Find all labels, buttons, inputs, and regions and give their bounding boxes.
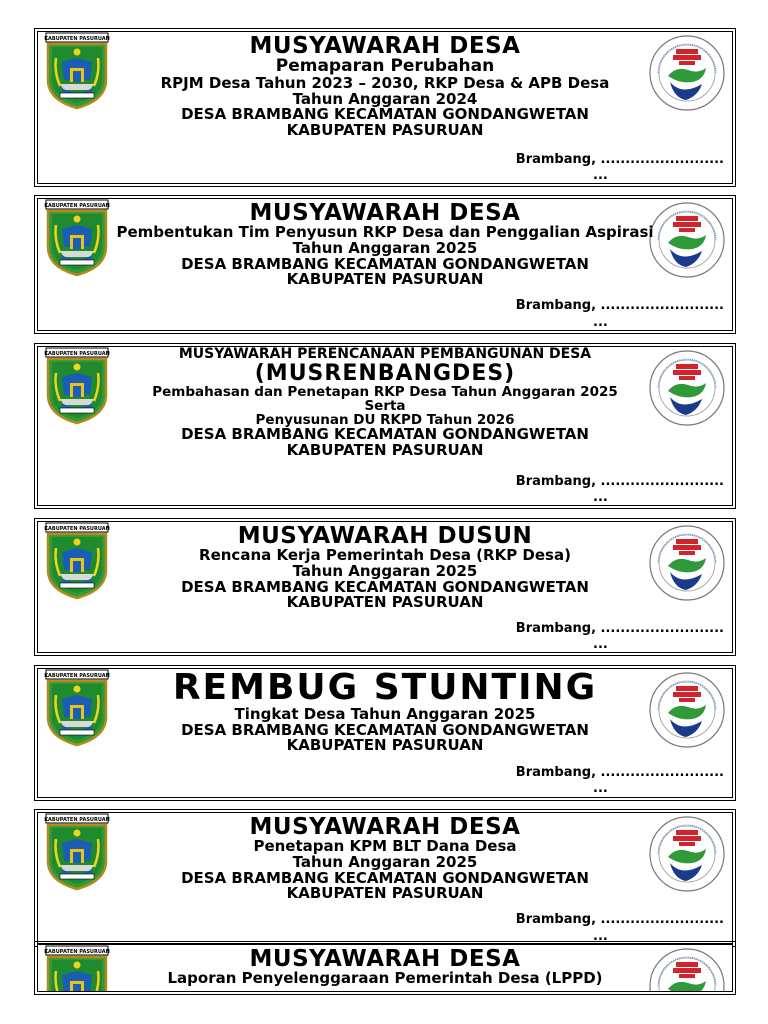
date-dots: ... (593, 315, 608, 330)
kabupaten-line: KABUPATEN PASURUAN (286, 593, 484, 612)
banner-musyawarah-dusun (37, 521, 733, 653)
banner-line: Tahun Anggaran 2025 (292, 238, 478, 257)
kabupaten-pasuruan-logo-icon (42, 813, 112, 891)
desa-line: DESA BRAMBANG KECAMATAN GONDANGWETAN (181, 868, 589, 887)
banner-musyawarah-desa-2 (37, 198, 733, 331)
banner-line: RPJM Desa Tahun 2023 – 2030, RKP Desa & APB Desa (160, 73, 610, 92)
banner-title: MUSYAWARAH DESA (249, 200, 521, 226)
banner-text (108, 669, 662, 754)
date-dots: ... (593, 781, 608, 796)
banner-line: Serta (364, 397, 406, 414)
banner-title: REMBUG STUNTING (172, 668, 598, 708)
banner-line: Tahun Anggaran 2025 (292, 852, 478, 871)
banner-text (108, 347, 662, 459)
banner-title: MUSYAWARAH DUSUN (237, 523, 533, 549)
banner-text (108, 524, 662, 611)
banner-line: Rencana Kerja Pemerintah Desa (RKP Desa) (199, 546, 571, 565)
banner-title: MUSYAWARAH DESA (249, 33, 521, 59)
desa-line: DESA BRAMBANG KECAMATAN GONDANGWETAN (181, 577, 589, 596)
date-dots: ... (593, 490, 608, 505)
banner-line: Pembentukan Tim Penyusun RKP Desa dan Penggalian Aspirasi (116, 223, 654, 242)
date-line: Brambang, ......................... (515, 621, 724, 636)
banner-musrenbangdes (37, 346, 733, 506)
kabupaten-line: KABUPATEN PASURUAN (286, 121, 484, 140)
banner-subtitle: Pemaparan Perubahan (275, 56, 495, 77)
banner-line: Pembahasan dan Penetapan RKP Desa Tahun Anggaran 2025 (152, 383, 618, 400)
banner-line: Tahun Anggaran 2025 (292, 561, 478, 580)
desa-line: DESA BRAMBANG KECAMATAN GONDANGWETAN (181, 105, 589, 124)
banner-musyawarah-desa-lppd (37, 944, 733, 992)
banner-line: Tahun Anggaran 2024 (292, 89, 478, 108)
banner-rembug-stunting (37, 668, 733, 798)
banner-text (108, 947, 662, 987)
banner-title: MUSYAWARAH PERENCANAAN PEMBANGUNAN DESA (178, 346, 592, 362)
date-line: Brambang, ......................... (515, 912, 724, 927)
date-line: Brambang, ......................... (515, 298, 724, 313)
desa-line: DESA BRAMBANG KECAMATAN GONDANGWETAN (181, 254, 589, 273)
kabupaten-pasuruan-logo-icon (42, 669, 112, 747)
kabupaten-pasuruan-logo-icon (42, 32, 112, 110)
date-dots: ... (593, 637, 608, 652)
banner-line: Penyusunan DU RKPD Tahun 2026 (255, 412, 515, 429)
banner-musyawarah-desa-1 (37, 31, 733, 184)
banner-text (108, 34, 662, 139)
desa-line: DESA BRAMBANG KECAMATAN GONDANGWETAN (181, 425, 589, 444)
banner-musyawarah-desa-blt (37, 812, 733, 944)
desa-line: DESA BRAMBANG KECAMATAN GONDANGWETAN (181, 720, 589, 739)
date-line: Brambang, ......................... (515, 152, 724, 167)
date-dots: ... (593, 168, 608, 183)
banner-line: Tingkat Desa Tahun Anggaran 2025 (234, 704, 536, 723)
date-line: Brambang, ......................... (515, 765, 724, 780)
date-dots: ... (593, 929, 608, 944)
kabupaten-pasuruan-logo-icon (42, 945, 112, 992)
kabupaten-line: KABUPATEN PASURUAN (286, 736, 484, 755)
banner-title: MUSYAWARAH DESA (249, 946, 521, 972)
kabupaten-line: KABUPATEN PASURUAN (286, 270, 484, 289)
banner-text (108, 815, 662, 902)
date-line: Brambang, ......................... (515, 474, 724, 489)
banner-subtitle: (MUSRENBANGDES) (254, 360, 516, 386)
banner-text (108, 201, 662, 288)
banner-line: Laporan Penyelenggaraan Pemerintah Desa (LPPD) (167, 969, 603, 988)
kabupaten-line: KABUPATEN PASURUAN (286, 884, 484, 903)
kabupaten-line: KABUPATEN PASURUAN (286, 441, 484, 460)
banner-line: Penetapan KPM BLT Dana Desa (253, 837, 517, 856)
kabupaten-pasuruan-logo-icon (42, 522, 112, 600)
banner-title: MUSYAWARAH DESA (249, 814, 521, 840)
